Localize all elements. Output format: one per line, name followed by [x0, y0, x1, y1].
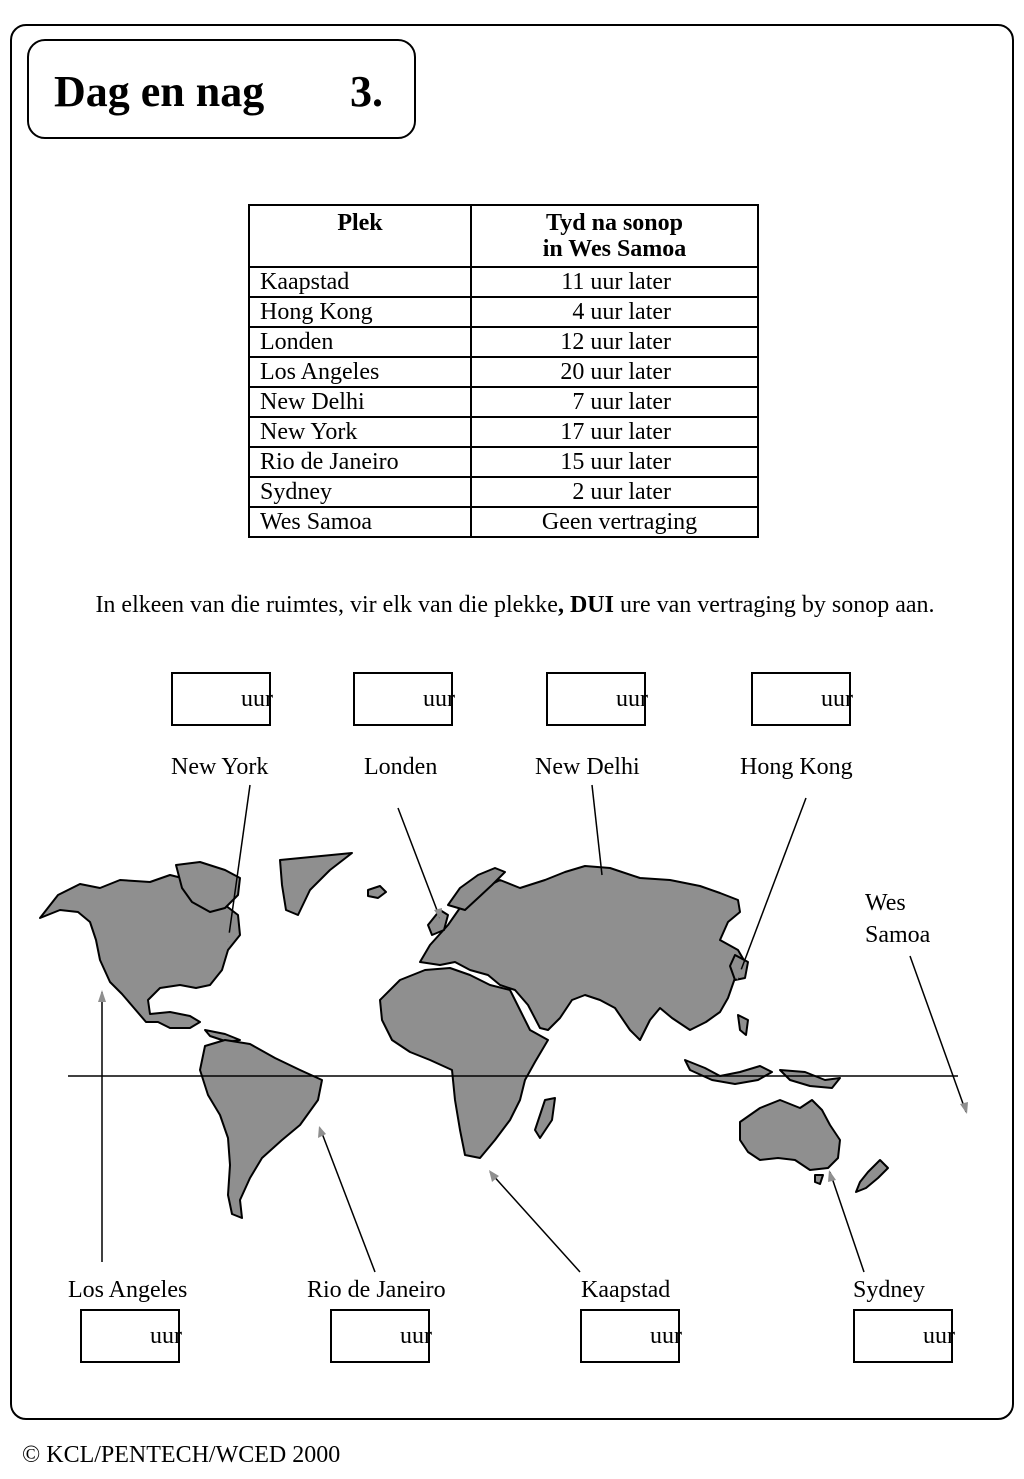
- worksheet-number: 3.: [350, 67, 383, 116]
- instruction-part1: In elkeen van die ruimtes, vir elk van die plekke: [95, 592, 558, 618]
- row-time: 11 uur later: [471, 267, 758, 297]
- new-zealand-shape: [856, 1160, 888, 1192]
- row-place: Rio de Janeiro: [249, 447, 471, 477]
- answer-box-kaapstad[interactable]: [580, 1309, 680, 1363]
- unit-label: uur: [150, 1323, 182, 1349]
- label-los-angeles: Los Angeles: [68, 1277, 188, 1303]
- worksheet-title: Dag en nag: [54, 67, 265, 116]
- unit-label: uur: [616, 686, 648, 712]
- row-time: 7 uur later: [471, 387, 758, 417]
- header-place: Plek: [249, 205, 471, 267]
- pointer-hong-kong: [738, 798, 806, 978]
- instruction-part2: ure van vertraging by sonop aan.: [613, 592, 935, 618]
- row-place: New Delhi: [249, 387, 471, 417]
- south-america-shape: [200, 1040, 322, 1218]
- label-hong-kong: Hong Kong: [740, 754, 853, 780]
- iceland-shape: [368, 886, 386, 898]
- label-rio: Rio de Janeiro: [307, 1277, 446, 1303]
- madagascar-shape: [535, 1098, 555, 1138]
- header-time-line2: in Wes Samoa: [542, 236, 687, 262]
- row-place: Los Angeles: [249, 357, 471, 387]
- row-time: 2 uur later: [471, 477, 758, 507]
- unit-label: uur: [923, 1323, 955, 1349]
- row-place: Londen: [249, 327, 471, 357]
- row-time: 12 uur later: [471, 327, 758, 357]
- arrowhead-sydney: [828, 1170, 836, 1182]
- row-place: Kaapstad: [249, 267, 471, 297]
- new-guinea-shape: [780, 1070, 840, 1088]
- unit-label: uur: [650, 1323, 682, 1349]
- answer-box-los-angeles[interactable]: [80, 1309, 180, 1363]
- label-wes-samoa-line2: Samoa: [865, 922, 931, 948]
- label-new-delhi: New Delhi: [535, 754, 640, 780]
- row-time: Geen vertraging: [471, 507, 758, 537]
- header-time-line1: Tyd na sonop: [546, 210, 683, 236]
- pointer-kaapstad: [490, 1172, 580, 1272]
- philippines-shape: [738, 1015, 748, 1035]
- row-place: Hong Kong: [249, 297, 471, 327]
- label-sydney: Sydney: [853, 1277, 925, 1303]
- answer-box-hong-kong[interactable]: [751, 672, 851, 726]
- unit-label: uur: [423, 686, 455, 712]
- unit-label: uur: [400, 1323, 432, 1349]
- row-time: 15 uur later: [471, 447, 758, 477]
- row-place: Sydney: [249, 477, 471, 507]
- pointer-new-delhi: [592, 785, 602, 875]
- arrowhead-rio: [318, 1126, 326, 1138]
- label-kaapstad: Kaapstad: [581, 1277, 671, 1303]
- arrowhead-los-angeles: [98, 990, 106, 1002]
- answer-box-londen[interactable]: [353, 672, 453, 726]
- indonesia-shape: [685, 1060, 772, 1084]
- answer-box-sydney[interactable]: [853, 1309, 953, 1363]
- australia-shape: [740, 1100, 840, 1170]
- pointer-wes-samoa: [910, 956, 966, 1112]
- arctic-island-shape: [280, 853, 352, 915]
- arrowhead-wes-samoa: [960, 1102, 968, 1114]
- instruction-bold: , DUI: [557, 592, 614, 618]
- answer-box-new-york[interactable]: [171, 672, 271, 726]
- unit-label: uur: [821, 686, 853, 712]
- row-place: Wes Samoa: [249, 507, 471, 537]
- answer-box-new-delhi[interactable]: [546, 672, 646, 726]
- row-time: 20 uur later: [471, 357, 758, 387]
- unit-label: uur: [241, 686, 273, 712]
- answer-box-rio[interactable]: [330, 1309, 430, 1363]
- pointer-rio: [320, 1128, 375, 1272]
- label-wes-samoa-line1: Wes: [865, 890, 906, 916]
- row-time: 4 uur later: [471, 297, 758, 327]
- tasmania-shape: [815, 1175, 823, 1184]
- row-time: 17 uur later: [471, 417, 758, 447]
- copyright-text: © KCL/PENTECH/WCED 2000: [22, 1442, 341, 1468]
- row-place: New York: [249, 417, 471, 447]
- label-londen: Londen: [364, 754, 438, 780]
- pointer-londen: [398, 808, 440, 918]
- label-new-york: New York: [171, 754, 269, 780]
